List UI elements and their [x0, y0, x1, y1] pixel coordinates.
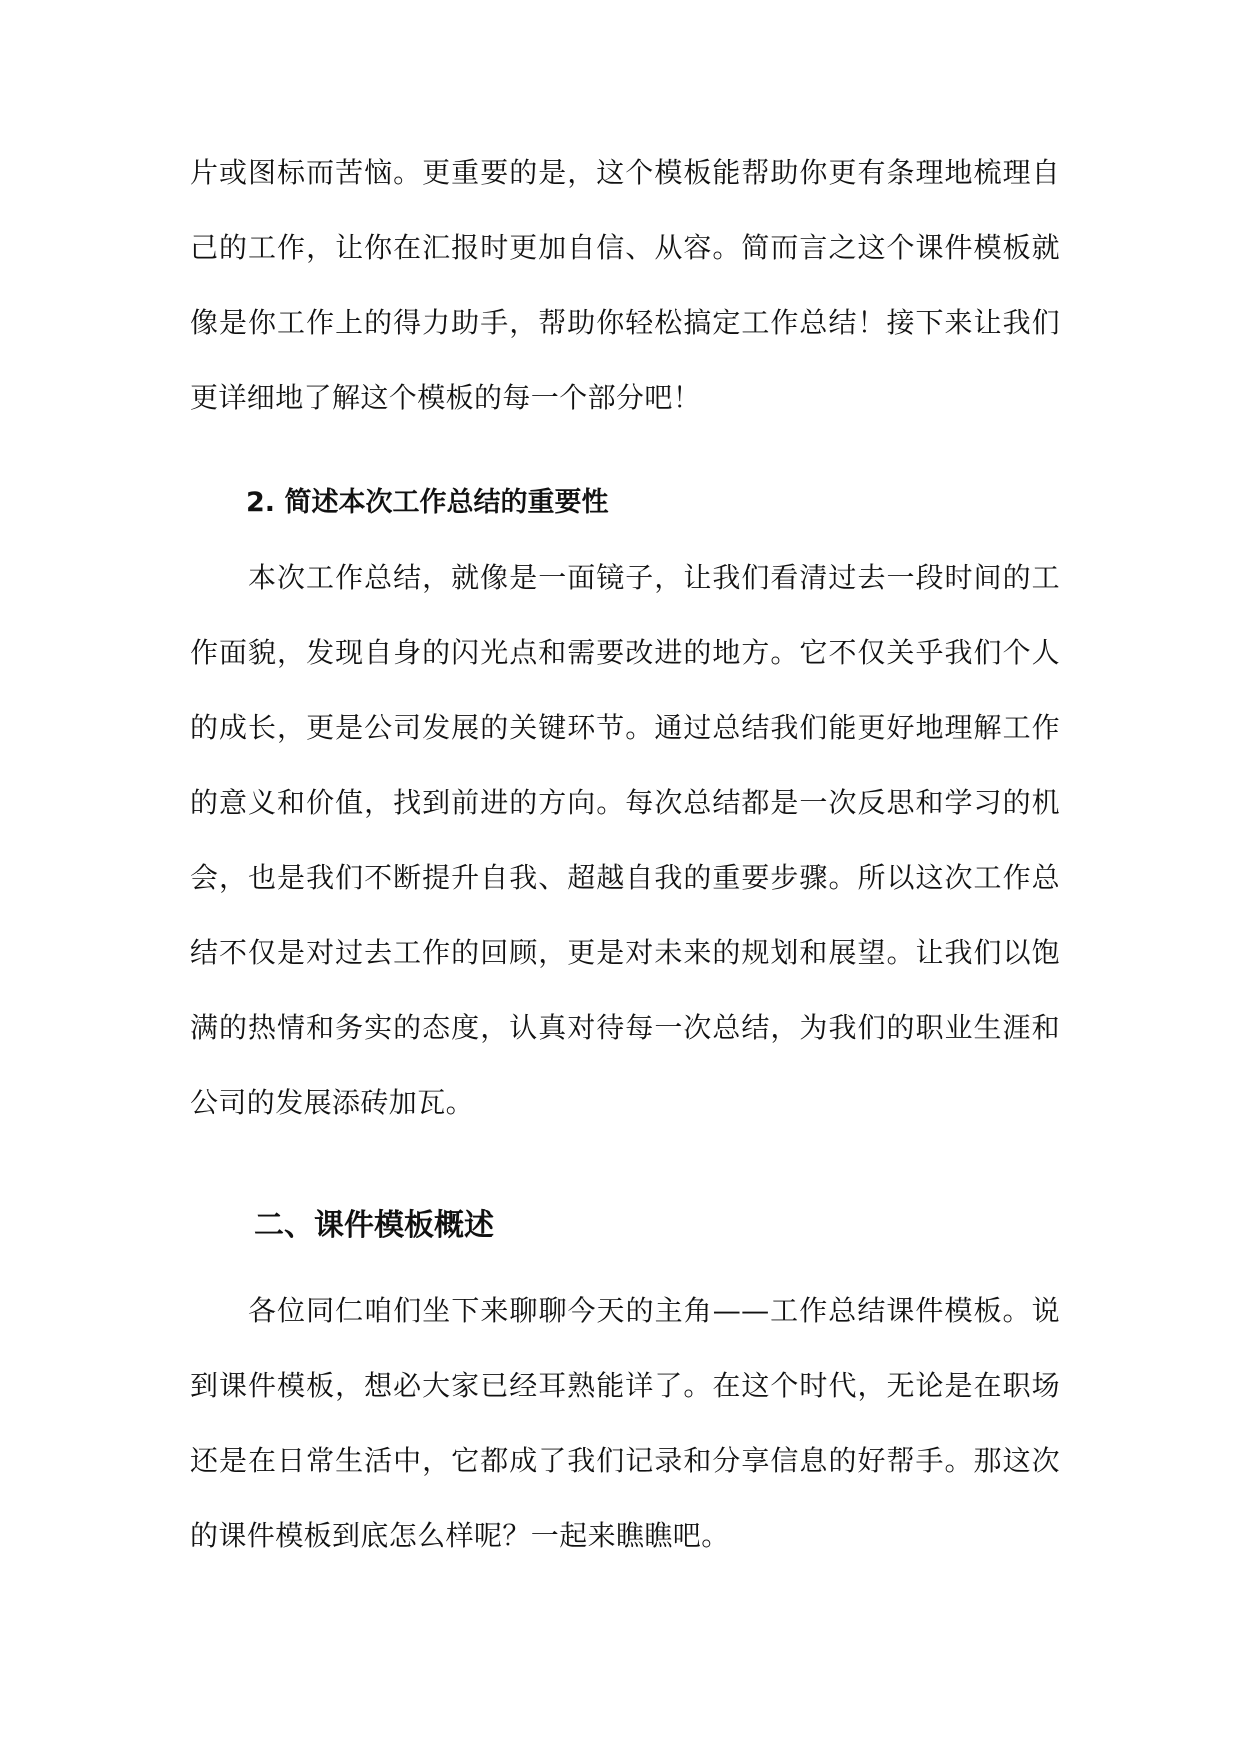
importance-paragraph: 本次工作总结，就像是一面镜子，让我们看清过去一段时间的工作面貌，发现自身的闪光点和需要改进的地方。它不仅关乎我们个人的成长，更是公司发展的关键环节。通过总结我们能更好地理解工作的意义和价值，找到前进的方向。每次总结都是一次反思和学习的机会，也是我们不断提升自我、超越自我的重要步骤。所以这次工作总结不仅是对过去工作的回顾，更是对未来的规划和展望。让我们以饱满的热情和务实的态度，认真对待每一次总结，为我们的职业生涯和公司的发展添砖加瓦。	[190, 561, 1060, 1119]
intro-paragraph: 片或图标而苦恼。更重要的是，这个模板能帮助你更有条理地梳理自己的工作，让你在汇报时更加自信、从容。简而言之这个课件模板就像是你工作上的得力助手，帮助你轻松搞定工作总结！接下来让我们更详细地了解这个模板的每一个部分吧！	[190, 156, 1060, 414]
section-heading-template-overview: 二、课件模板概述	[254, 1208, 494, 1243]
spacer	[190, 1263, 1060, 1273]
spacer	[190, 1140, 1060, 1188]
spacer	[190, 435, 1060, 465]
template-overview-paragraph: 各位同仁咱们坐下来聊聊今天的主角——工作总结课件模板。说到课件模板，想必大家已经耳熟能详了。在这个时代，无论是在职场还是在日常生活中，它都成了我们记录和分享信息的好帮手。那这次的课件模板到底怎么样呢？一起来瞧瞧吧。	[190, 1294, 1060, 1552]
document-body	[190, 135, 1060, 1573]
subheading-importance: 2. 简述本次工作总结的重要性	[246, 487, 609, 518]
